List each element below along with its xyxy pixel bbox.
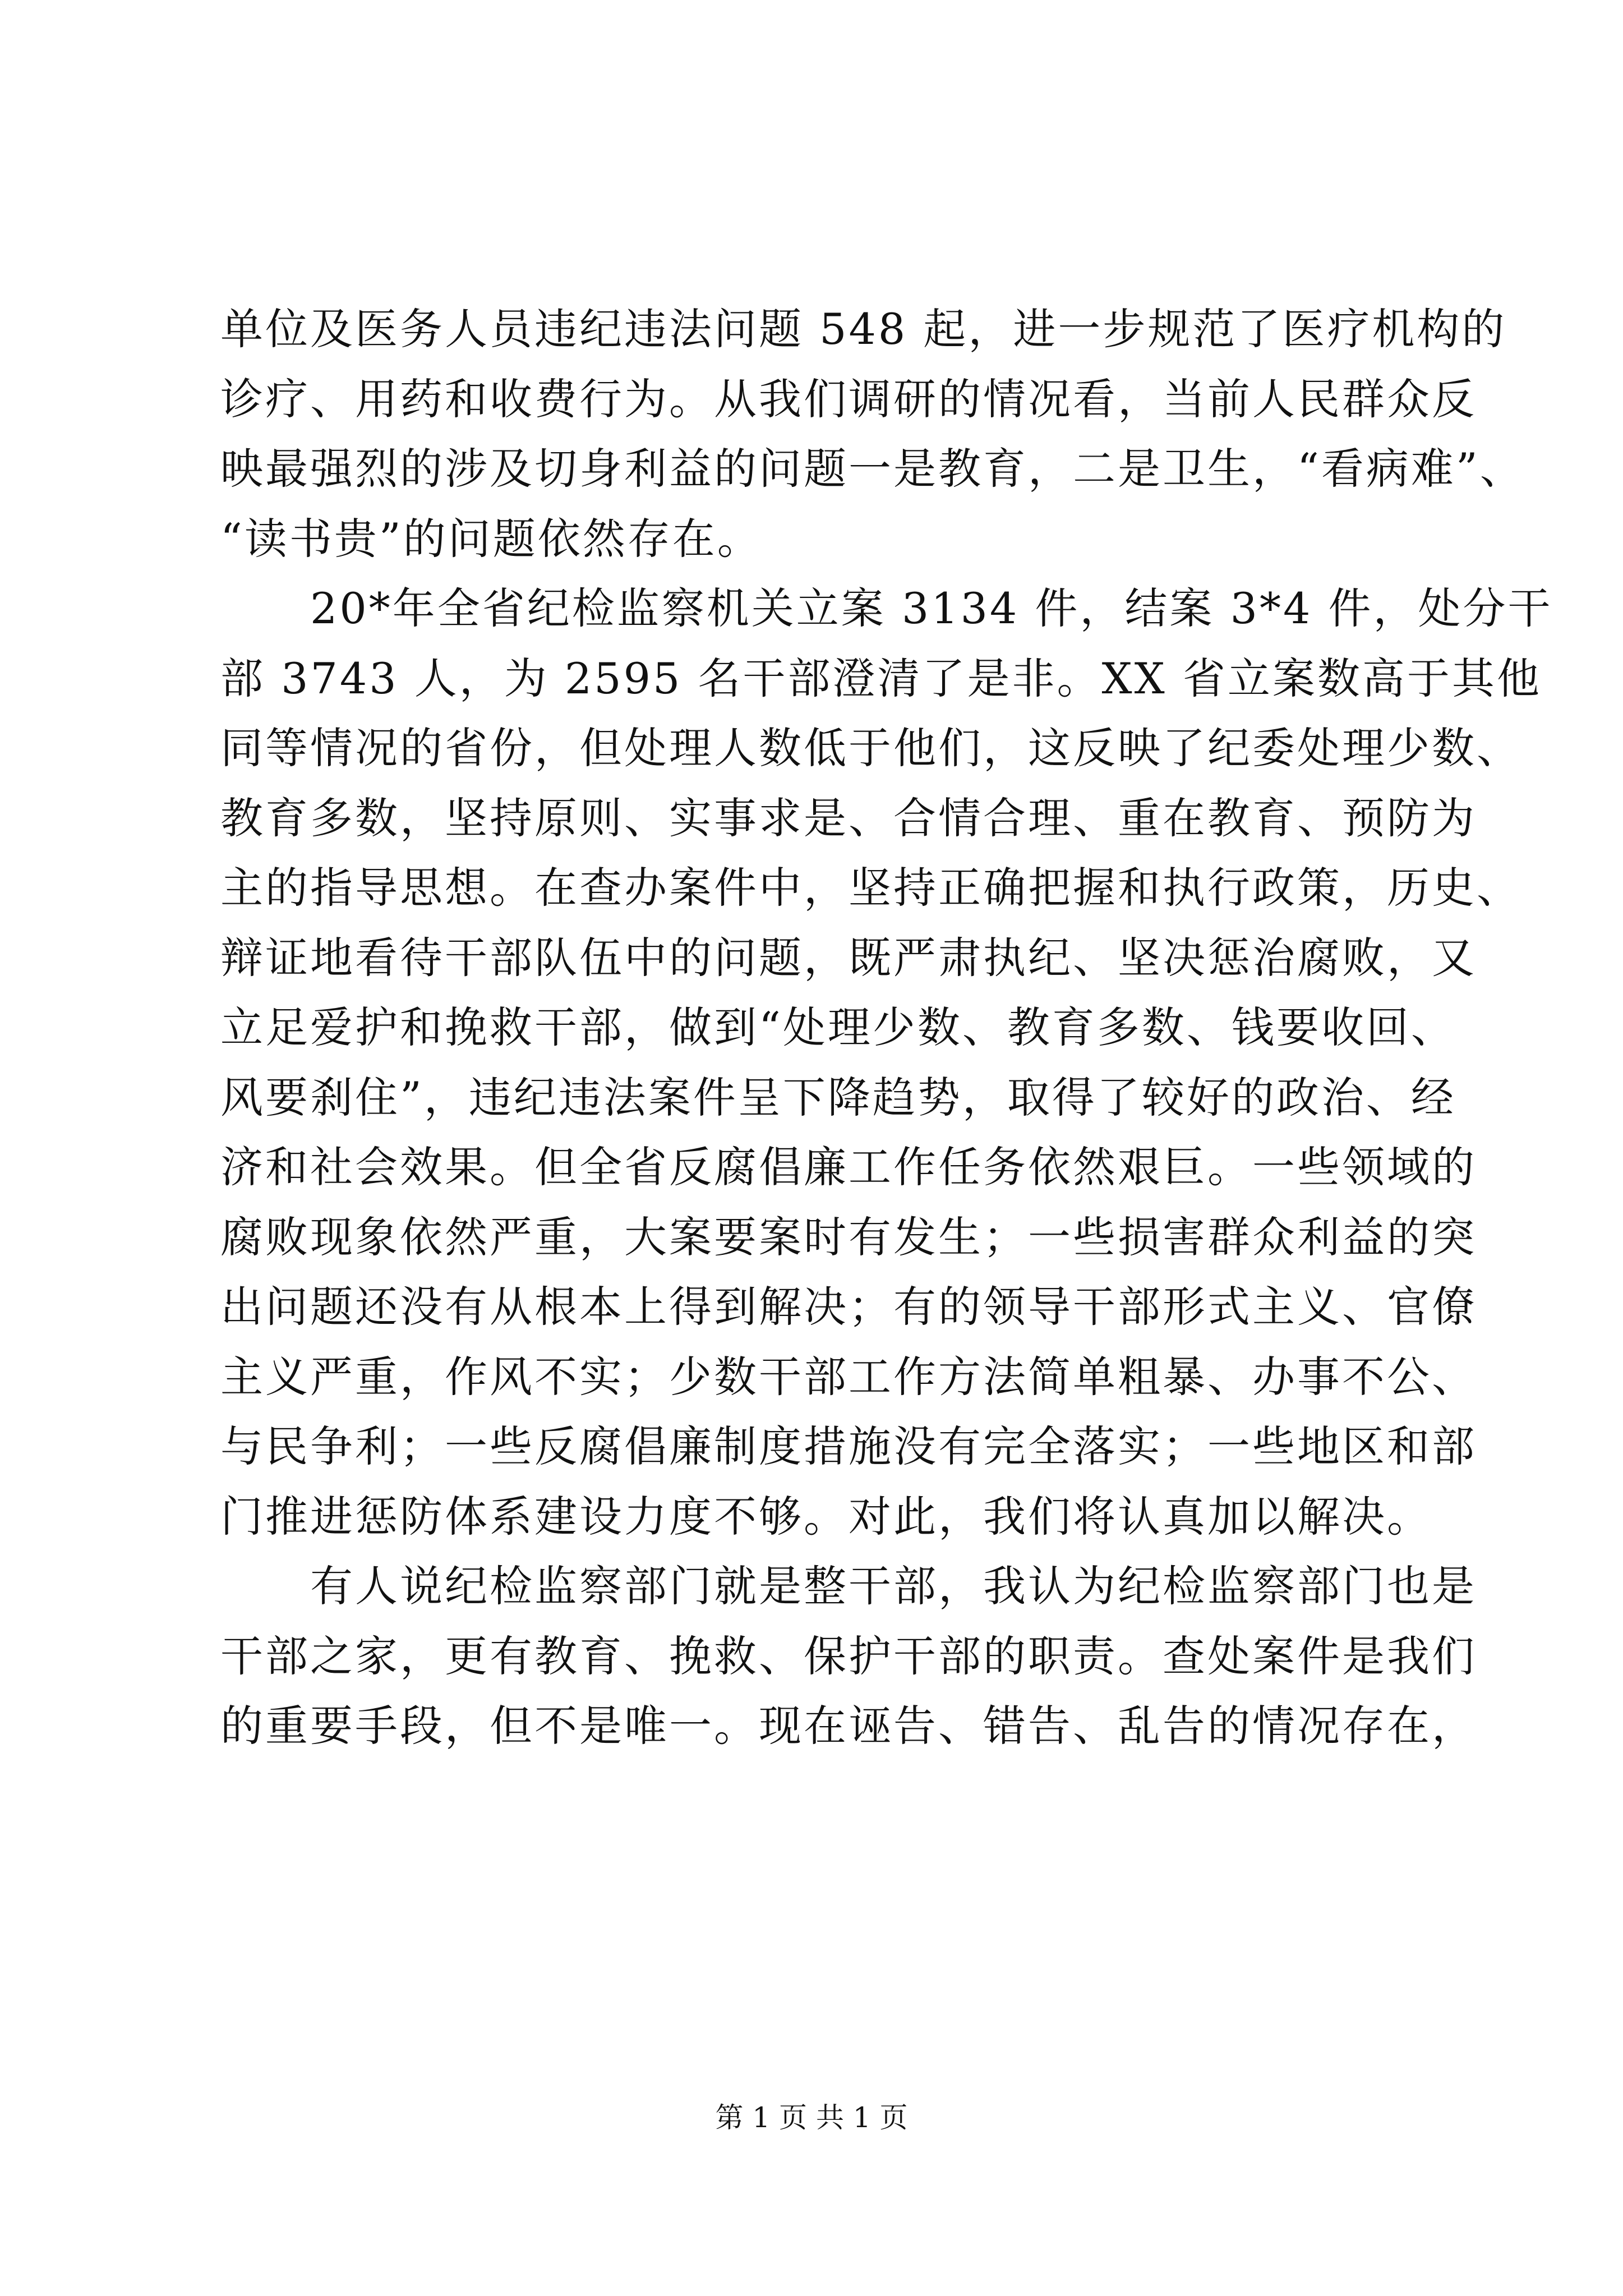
text-line: 干部之家，更有教育、挽救、保护干部的职责。查处案件是我们: [220, 1631, 1477, 1681]
text-line: 门推进惩防体系建设力度不够。对此，我们将认真加以解决。: [220, 1491, 1432, 1542]
text-line: 教育多数，坚持原则、实事求是、合情合理、重在教育、预防为: [220, 793, 1477, 843]
text-line: “读书贵”的问题依然存在。: [220, 513, 762, 564]
text-line: 映最强烈的涉及切身利益的问题一是教育，二是卫生，“看病难”、: [220, 444, 1525, 494]
page-footer: 第 1 页 共 1 页: [715, 2101, 908, 2134]
text-line: 辩证地看待干部队伍中的问题，既严肃执纪、坚决惩治腐败，又: [220, 932, 1477, 983]
text-line: 的重要手段，但不是唯一。现在诬告、错告、乱告的情况存在，: [220, 1701, 1477, 1751]
text-line: 出问题还没有从根本上得到解决；有的领导干部形式主义、官僚: [220, 1282, 1477, 1332]
text-line: 有人说纪检监察部门就是整干部，我认为纪检监察部门也是: [220, 1561, 1477, 1611]
body-text: [220, 295, 1553, 1761]
text-line: 与民争利；一些反腐倡廉制度措施没有完全落实；一些地区和部: [220, 1421, 1477, 1471]
text-line: 主义严重，作风不实；少数干部工作方法简单粗暴、办事不公、: [220, 1351, 1477, 1402]
text-line: 腐败现象依然严重，大案要案时有发生；一些损害群众利益的突: [220, 1212, 1477, 1262]
text-line: 立足爱护和挽救干部，做到“处理少数、教育多数、钱要收回、: [220, 1002, 1456, 1052]
text-line: 单位及医务人员违纪违法问题 548 起，进一步规范了医疗机构的: [220, 304, 1507, 354]
text-line: 诊疗、用药和收费行为。从我们调研的情况看，当前人民群众反: [220, 374, 1477, 424]
text-line: 部 3743 人，为 2595 名干部澄清了是非。XX 省立案数高于其他: [220, 653, 1542, 703]
text-line: 同等情况的省份，但处理人数低于他们，这反映了纪委处理少数、: [220, 723, 1521, 773]
text-line: 主的指导思想。在查办案件中，坚持正确把握和执行政策，历史、: [220, 863, 1521, 913]
text-line: 济和社会效果。但全省反腐倡廉工作任务依然艰巨。一些领域的: [220, 1142, 1477, 1192]
text-line: 20*年全省纪检监察机关立案 3134 件，结案 3*4 件，处分干: [220, 583, 1553, 633]
text-line: 风要刹住”，违纪违法案件呈下降趋势，取得了较好的政治、经: [220, 1072, 1456, 1122]
